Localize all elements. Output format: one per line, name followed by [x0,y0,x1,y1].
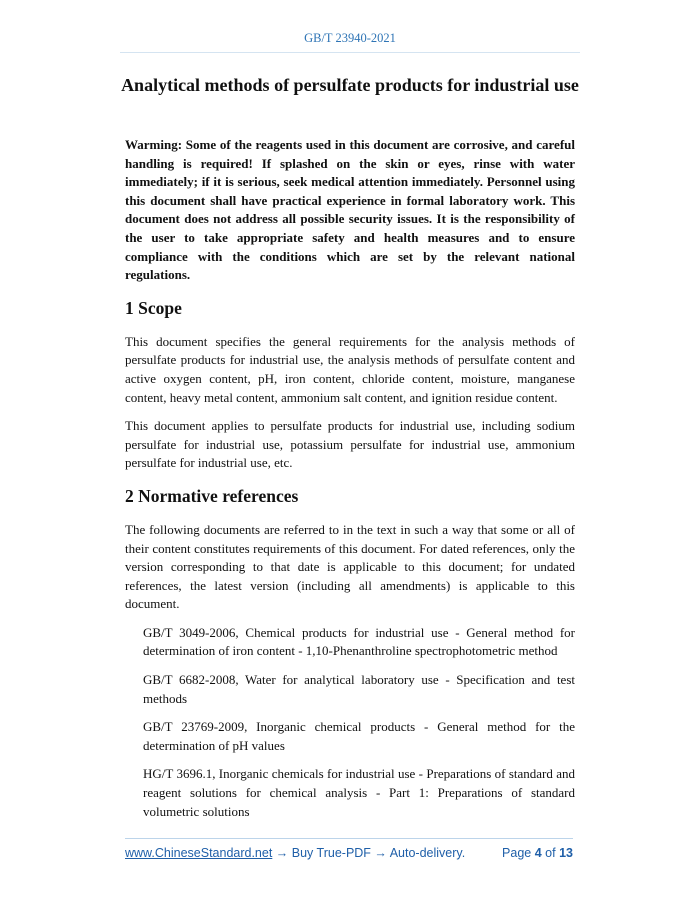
document-title: Analytical methods of persulfate products for industrial use [121,75,579,95]
footer [125,846,573,860]
page-of: of [545,846,556,860]
footer-divider [125,838,573,839]
page-indicator [502,846,573,860]
warning-paragraph: Warming: Some of the reagents used in this document are corrosive, and careful handling is required! If splashed on the skin or eyes, rinse with water immediately; if it is serious, seek medical attention immediately. Personnel using this document shall have practical experience in formal laboratory work. This document does not address all possible security issues. It is the responsibility of the user to take appropriate safety and health measures and to ensure compliance with the conditions which are set by the relevant national regulations. [125,137,575,283]
page-total: 13 [559,846,573,860]
page-number: 4 [534,846,542,860]
section-heading-scope: 1 Scope [125,297,182,318]
document-body [125,136,575,831]
section-heading-normative: 2 Normative references [125,485,299,506]
footer-left [125,846,465,860]
header-divider [120,52,580,53]
page-label: Page [502,846,532,860]
header-standard-number: GB/T 23940-2021 [304,31,396,45]
website-link[interactable]: www.ChineseStandard.net [125,846,273,860]
reference-item: GB/T 6682-2008, Water for analytical laboratory use - Specification and test methods [143,672,575,706]
reference-item: GB/T 23769-2009, Inorganic chemical products - General method for the determination of pH values [143,719,575,753]
reference-item: HG/T 3696.1, Inorganic chemicals for industrial use - Preparations of standard and reagent solutions for chemical analysis - Part 1: Preparations of standard volumetric solutions [143,766,575,819]
scope-paragraph-2: This document applies to persulfate products for industrial use, including sodium persulfate for industrial use, potassium persulfate for industrial use, ammonium persulfate for industrial use, etc. [125,418,575,471]
scope-paragraph-1: This document specifies the general requirements for the analysis methods of persulfate products for industrial use, the analysis methods of persulfate content and active oxygen content, pH, iron content, chloride content, moisture, manganese content, heavy metal content, ammonium salt content, and ignition residue content. [125,333,575,405]
reference-item: GB/T 3049-2006, Chemical products for industrial use - General method for determination of iron content - 1,10-Phenanthroline spectrophotometric method [143,624,575,659]
normative-intro: The following documents are referred to in the text in such a way that some or all of their content constitutes requirements of this document. For dated references, only the version corresponding to that date is applicable to this document; for undated references, the latest version (including all amendments) is applicable to this document. [125,521,575,612]
footer-promo-text: → Buy True-PDF → Auto-delivery. [272,846,466,860]
